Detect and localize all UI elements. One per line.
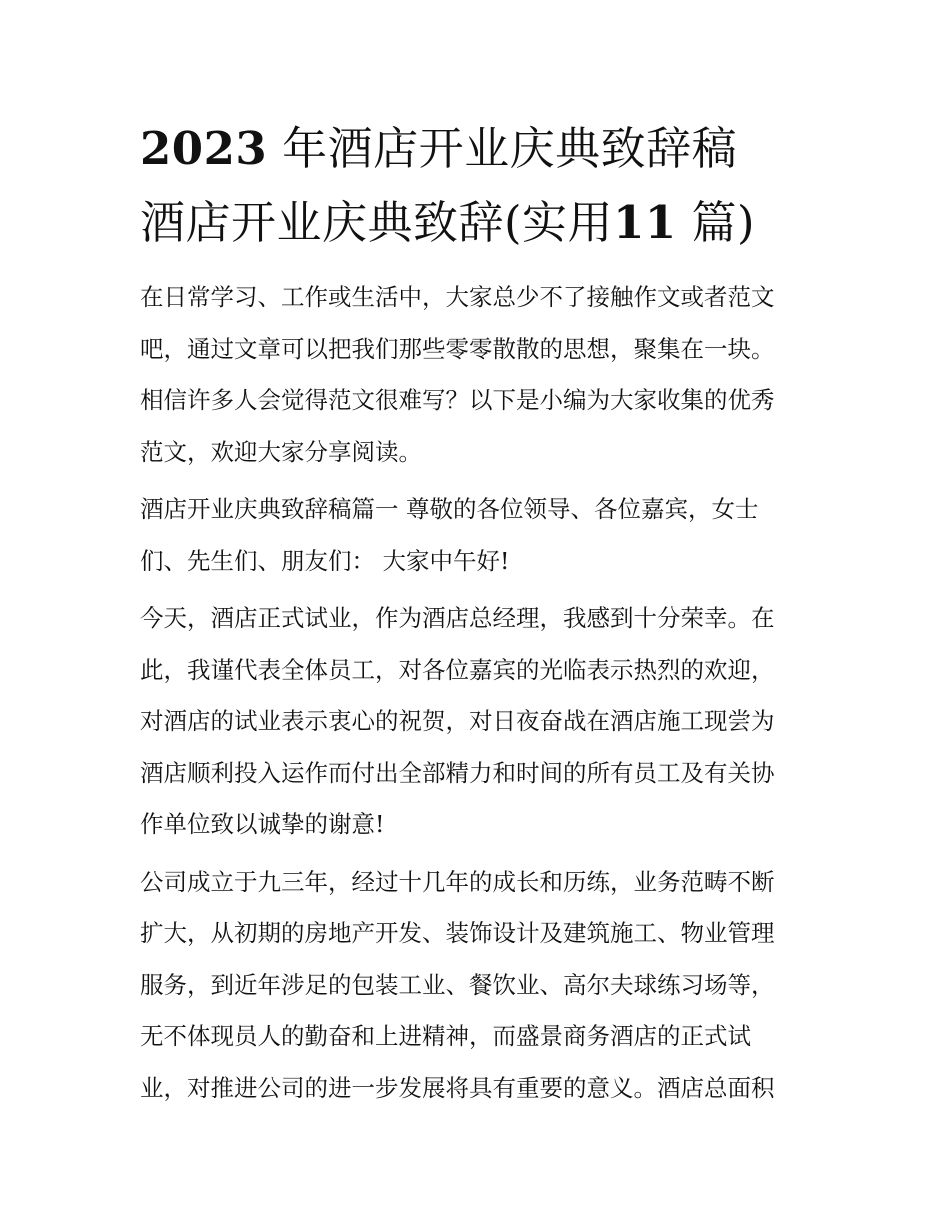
paragraph-greeting [140,484,812,587]
paragraph-line: 服务，到近年涉足的包装工业、餐饮业、高尔夫球练习场等， [140,970,775,999]
paragraph-line: 作单位致以诚挚的谢意! [140,810,385,838]
title-line-1 [140,112,812,186]
paragraph-line: 在日常学习、工作或生活中，大家总少不了接触作文或者范文 [140,283,775,311]
title-count: 11 [613,196,677,249]
title-line-2-text-a: 酒店开业庆典致辞(实用 [140,196,614,249]
paragraph-line: 无不体现员人的勤奋和上进精神，而盛景商务酒店的正式试 [140,1022,751,1050]
paragraph-line: 对酒店的试业表示衷心的祝贺，对日夜奋战在酒店施工现尝为 [140,707,775,735]
paragraph-company [140,857,812,1115]
paragraph-welcome [140,593,812,851]
paragraph-line: 此，我谨代表全体员工，对各位嘉宾的光临表示热烈的欢迎， [140,655,775,684]
document-content [140,112,812,1114]
paragraph-line: 扩大，从初期的房地产开发、装饰设计及建筑施工、物业管理 [140,919,775,947]
paragraph-line: 吧，通过文章可以把我们那些零零散散的思想，聚集在一块。 [140,334,775,363]
paragraph-line: 们、先生们、朋友们： 大家中午好! [140,546,510,575]
paragraph-line: 业，对推进公司的进一步发展将具有重要的意义。酒店总面积 [140,1073,775,1102]
paragraph-intro [140,272,812,478]
paragraph-line: 范文，欢迎大家分享阅读。 [140,437,422,466]
title-line-2 [140,186,812,260]
title-line-1-text: 年酒店开业庆典致辞稿 [282,122,738,175]
title-line-2-text-b: 篇) [691,196,756,249]
paragraph-line: 酒店顺利投入运作而付出全部精力和时间的所有员工及有关协 [140,758,775,787]
paragraph-line: 公司成立于九三年，经过十几年的成长和历练，业务范畴不断 [140,867,775,896]
paragraph-line: 酒店开业庆典致辞稿篇一 尊敬的各位领导、各位嘉宾，女士 [140,495,759,523]
paragraph-line: 相信许多人会觉得范文很难写？以下是小编为大家收集的优秀 [140,386,775,414]
document-title [140,112,812,260]
paragraph-line: 今天，酒店正式试业，作为酒店总经理，我感到十分荣幸。在 [140,604,775,632]
title-year: 2023 [140,122,268,175]
